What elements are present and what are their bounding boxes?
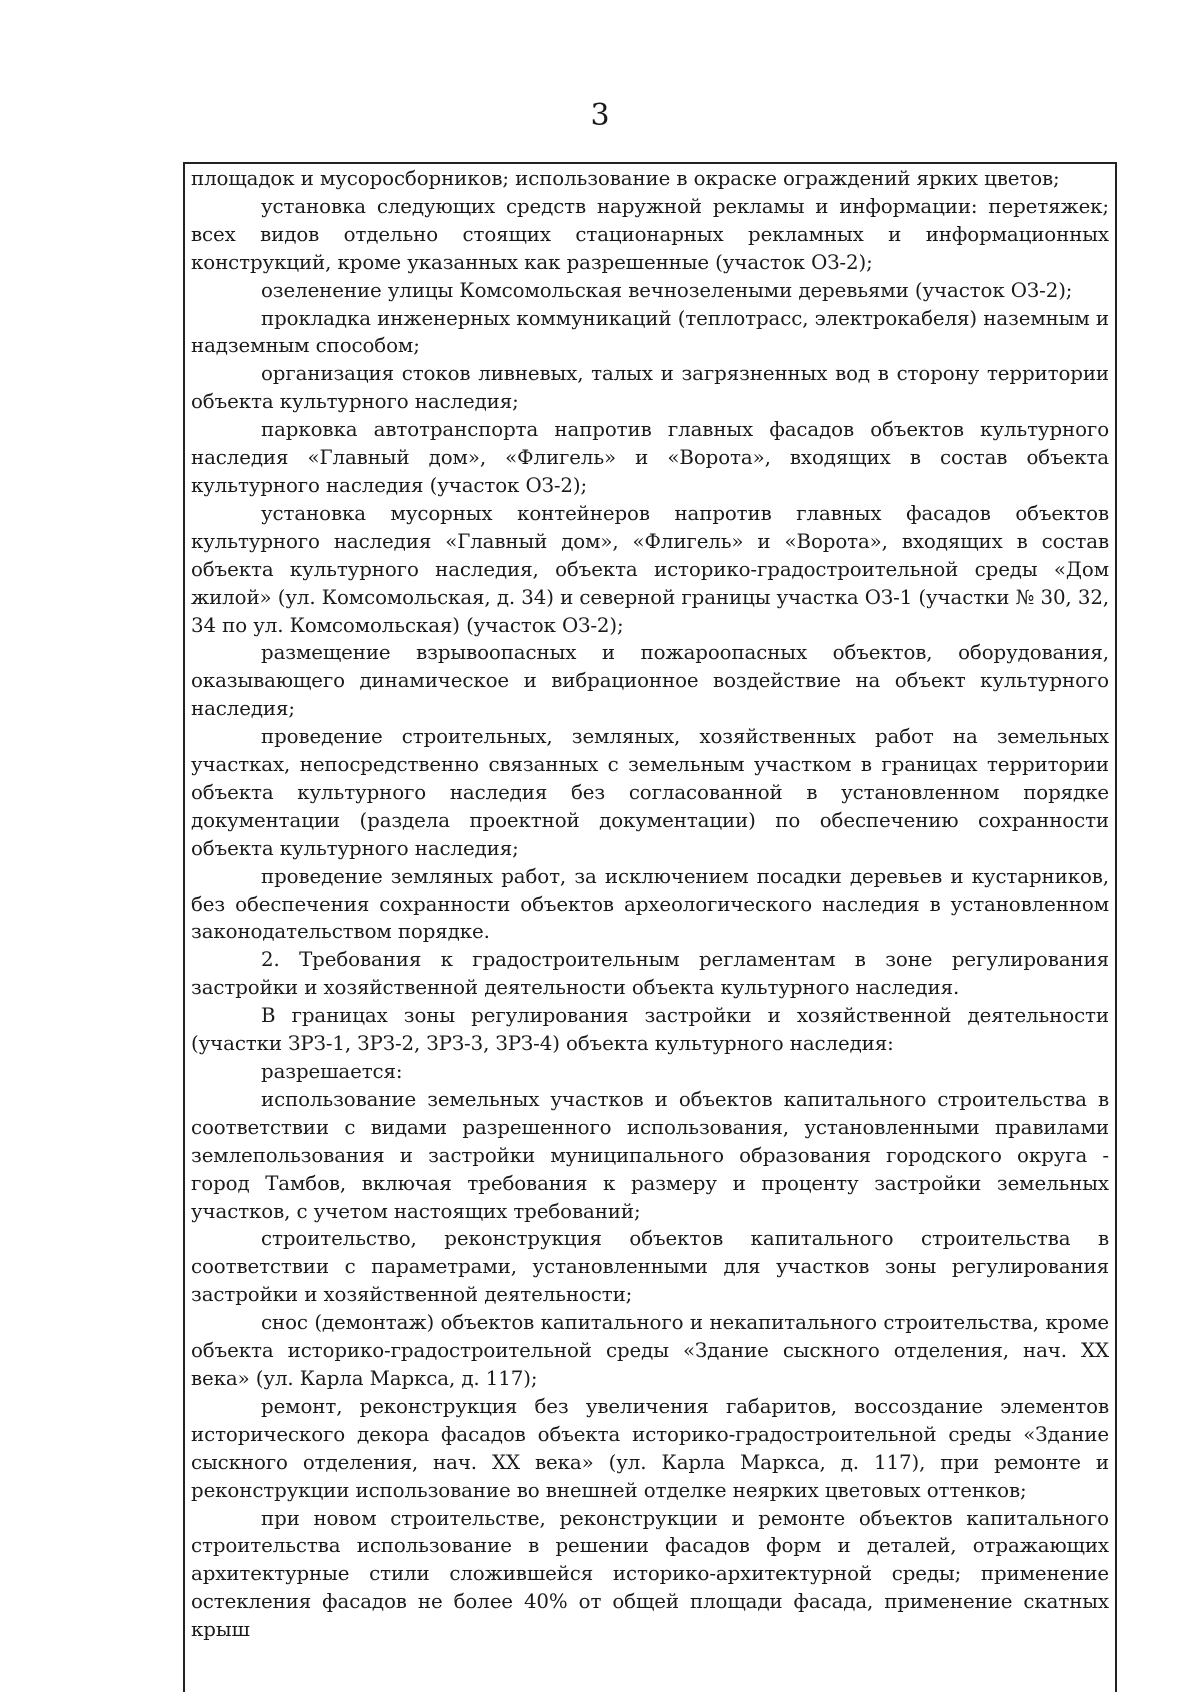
body-paragraph: строительство, реконструкция объектов капитального строительства в соответствии с параметрами, установленными для участков зоны регулирования застройки и хозяйственной деятельности; [191,1227,1109,1307]
body-paragraph: использование земельных участков и объектов капитального строительства в соответствии с видами разрешенного использования, установленными правилами землепользования и застройки муниципального образования городского округа - город Тамбов, включая требования к размеру и проценту застройки земельных участков, с учетом настоящих требований; [191,1087,1109,1223]
body-paragraph: при новом строительстве, реконструкции и ремонте объектов капитального строительства использование в решении фасадов форм и деталей, отражающих архитектурные стили сложившейся историко-архитектурной среды; применение остекления фасадов не более 40% от общей площади фасада, применение скатных крыш [191,1506,1109,1642]
body-paragraph: ремонт, реконструкция без увеличения габаритов, воссоздание элементов исторического декора фасадов объекта историко-градостроительной среды «Здание сыскного отделения, нач. XX века» (ул. Карла Маркса, д. 117), при ремонте и реконструкции использование во внешней отделке неярких цветовых оттенков; [191,1394,1109,1502]
body-paragraph: разрешается: [261,1060,403,1083]
body-paragraph: установка мусорных контейнеров напротив главных фасадов объектов культурного наследия «Главный дом», «Флигель» и «Ворота», входящих в состав объекта культурного наследия, объекта историко-градостроительной среды «Дом жилой» (ул. Комсомольская, д. 34) и северной границы участка ОЗ-1 (участки № 30, 32, 34 по ул. Комсомольская) (участок ОЗ-2); [191,501,1109,637]
body-paragraph: установка следующих средств наружной рекламы и информации: перетяжек; всех видов отдельно стоящих стационарных рекламных и информационных конструкций, кроме указанных как разрешенные (участок ОЗ-2); [191,194,1109,274]
body-paragraph: площадок и мусоросборников; использование в окраске ограждений ярких цветов; [191,167,1060,190]
body-paragraph: снос (демонтаж) объектов капитального и некапитального строительства, кроме объекта историко-градостроительной среды «Здание сыскного отделения, нач. XX века» (ул. Карла Маркса, д. 117); [191,1311,1109,1390]
page-number: 3 [590,98,610,133]
body-paragraph: организация стоков ливневых, талых и загрязненных вод в сторону территории объекта культурного наследия; [191,362,1109,414]
body-paragraph: В границах зоны регулирования застройки и хозяйственной деятельности (участки ЗРЗ-1, ЗРЗ-2, ЗРЗ-3, ЗРЗ-4) объекта культурного наследия: [191,1004,1109,1056]
body-paragraph: проведение земляных работ, за исключением посадки деревьев и кустарников, без обеспечения сохранности объектов археологического наследия в установленном законодательством порядке. [191,864,1109,944]
body-paragraph: проведение строительных, земляных, хозяйственных работ на земельных участках, непосредственно связанных с земельным участком в границах территории объекта культурного наследия без согласованной в установленном порядке документации (раздела проектной документации) по обеспечению сохранности объекта культурного наследия; [191,725,1109,860]
document-body [183,162,1117,1692]
body-paragraph: прокладка инженерных коммуникаций (теплотрасс, электрокабеля) наземным и надземным способом; [191,306,1109,358]
body-paragraph: размещение взрывоопасных и пожароопасных объектов, оборудования, оказывающего динамическое и вибрационное воздействие на объект культурного наследия; [191,641,1109,721]
body-paragraph: 2. Требования к градостроительным регламентам в зоне регулирования застройки и хозяйственной деятельности объекта культурного наследия. [191,948,1109,1000]
body-paragraph: озеленение улицы Комсомольская вечнозелеными деревьями (участок ОЗ-2); [261,278,1073,302]
body-paragraph: парковка автотранспорта напротив главных фасадов объектов культурного наследия «Главный дом», «Флигель» и «Ворота», входящих в состав объекта культурного наследия (участок ОЗ-2); [191,418,1109,497]
